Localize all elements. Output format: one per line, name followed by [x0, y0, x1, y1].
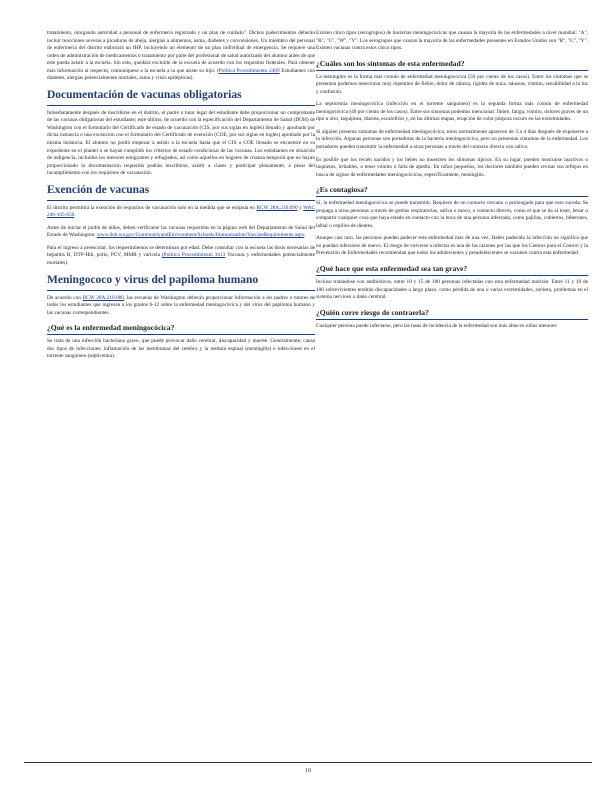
severity-paragraph: Incluso tratándose con antibióticos, entre 10 y 15 de 100 personas infectadas con esta enfermedad morirán. Entre 11 y 19 de 100 sobrevivientes tendrán discapacidades a largo plazo, como pérdida de una o varias extremidades, sordera, problemas en el sistema nervioso o daño cerebral. [316, 279, 588, 301]
wac-246-105-050-link[interactable]: WAC 246-105-050 [47, 204, 315, 219]
meningococcal-question-heading: ¿Qué es la enfermedad meningocócica? [47, 323, 315, 335]
symptoms-paragraph-2: La septicemia meningocócica (infección en el torrente sanguíneo) es la segunda forma más común de enfermedad meningocócica (40 por ciento de los casos). Entre sus síntomas podemos mencionar: fiebre, fatiga, vómito, dolores graves de un tipo u otro, taquipnea, diarrea, escalofríos y, en las últimas etapas, erupción de color púrpura oscuro en las extremidades. [316, 101, 588, 123]
rcw-28a-210-090-link[interactable]: RCW 28A.210.090 [256, 204, 298, 211]
symptoms-heading: ¿Cuáles son los síntomas de esta enfermedad? [316, 59, 588, 71]
page-number: 10 [305, 768, 311, 774]
symptoms-paragraph-1: La meningitis es la forma más común de enfermedad meningocócica (50 por ciento de los casos). Entre los síntomas que se presentan podemos mencionar muy repentino de fiebre, dolor de cabeza, rigidez de nuca, náuseas, vómito, sensibilidad a la luz y confusión. [316, 73, 588, 95]
exemption-paragraph: El distrito permitirá la exención de requisitos de vacunación solo en la medida que se estipula en RCW 28A.210.090 y WAC 246-105-050. [47, 204, 315, 219]
contagious-paragraph-1: Sí, la enfermedad meningocócica se puede transmitir. Requiere de un contacto cercano o prolongado para que esto suceda. Se propaga a otras personas a través de gotitas respiratorias, saliva o moco, o contacto directo, como el que se da al toser, besar o compartir cualquier cosa que haya estado en contacto con la boca de una persona infectada, como pajillas, cubiertos, biberones, labial o cepillos de dientes. [316, 200, 588, 229]
meningococcal-hpv-heading: Meningococo y virus del papiloma humano [47, 274, 315, 291]
policy-3413-link[interactable]: (Política Procedimiento 3413 [161, 252, 226, 259]
meningococcal-paragraph: Se trata de una infección bacteriana grave, que puede provocar daño cerebral, discapacidad y muerte. Generalmente, causa dos tipos de infecciones: inflamación de las membranas del cerebro y la médula espinal (meningitis) e infecciones en el torrente sanguíneo (septicemia). [47, 338, 315, 360]
right-column [316, 30, 588, 335]
hpv-paragraph: De acuerdo con RCW 28A.210.080, las escuelas de Washington deberán proporcionar información a los padres o tutores de todos los estudiantes que ingresan a los grados 6-12 sobre la enfermedad meningocócica y del virus del papiloma humano y las vacunas correspondientes. [47, 294, 315, 316]
contagious-heading: ¿Es contagiosa? [316, 185, 588, 197]
serogroups-paragraph: Existen cinco tipos (serogrupos) de bacterias meningocócicas que causan la mayoría de las enfermedades a nivel mundial: "A", "B", "C", "W", "Y". Los serogrupos que causan la mayoría de las enfermedades presentes en Estados Unidos son "B", "C", "Y". Existen vacunas contra estos cinco tipos. [316, 30, 588, 52]
symptoms-paragraph-4: Es posible que los recién nacidos y los bebés no muestren los síntomas típicos. En su lugar, pueden mostrarse inactivos o inquietos, irritables, o tener vómito o falta de apetito. En niños pequeños, los doctores también pueden revisar sus reflejos en busca de signos de enfermedades meningocócicas, específicamente, meningitis. [316, 156, 588, 178]
policy-2409-link[interactable]: Política Procedimiento 2409 [218, 67, 280, 74]
severity-heading: ¿Qué hace que esta enfermedad sea tan grave? [316, 264, 588, 276]
vaccine-exemption-heading: Exención de vacunas [47, 184, 315, 201]
risk-heading: ¿Quién corre riesgo de contraerla? [316, 308, 588, 320]
symptoms-paragraph-3: Si alguien presenta síntomas de enfermedad meningocócica, estos normalmente aparecen de 3 a 4 días después de exponerse a la infección. Algunas personas son portadoras de la bacteria meningocócica, pero no presentan síntomas de la enfermedad. Los portadores pueden transmitir la enfermedad a otras personas a través del contacto directo con saliva. [316, 128, 588, 151]
footer-divider [24, 762, 592, 763]
vaccine-documentation-paragraph: Inmediatamente después de inscribirse en el distrito, el padre o tutor legal del estudiante debe proporcionar un comprobante de las vacunas obligatorias del estudiante; este último, de acuerdo con la especificación del Departamento de Salud (DOH) de Washington con el formulario del Certificado de estado de vacunación (CIS, por sus siglas en inglés) llenado y aprobado por dicha instancia o una excención con el formulario del Certificado de exención (COE, por sus siglas en inglés) aprobado por la misma instancia. El alumno no podrá empezar a asistir a la escuela hasta que el CIS o COE llenado se encuentre en su expediente en el plantel o se hayan cumplido los criterios de estado condicional de las vacunas. Los estudiantes en situación de indigencia, incluidos los menores emigrantes y refugiados, así como aquellos en hogares de crianza temporal que no hayan proporcionado la documentación requerida podrán inscribirse, asistir a clases y participar plenamente, a pesar del incumplimiento con los requisitos de vacunación. [47, 109, 315, 177]
rcw-28a-210-080-link[interactable]: RCW 28A.210.080 [82, 294, 124, 301]
risk-paragraph: Cualquier persona puede infectarse, pero las tasas de incidencia de la enfermedad son más altas en niños menores [316, 322, 557, 329]
kindergarten-paragraph: Antes de iniciar el jardín de niños, deben verificarse las vacunas requeridas en la página web del Departamento de Salud del Estado de Washington: www.doh.wa.gov/CommunityandEnvironment/Schools/Immunization/VaccineRequirements.aspx. [47, 224, 315, 239]
intro-paragraph: tratamiento, otorgando autoridad a personal de enfermería registrado y un plan de cuidado". Dichos padecimientos deberán incluir reacciones severas a picaduras de abeja, alergias a alimentos, asma, diabetes y convulsiones. Un miembro del personal de enfermería del distrito elaborará un IHP, incluyendo un elemento de un plan individual de emergencia. Se requiere una orden de administración de medicamentos o tratamiento por parte del profesional de salud autorizado del alumno antes de que este pueda asistir a la escuela. Sin esto, quedará excluido de la escuela de acuerdo con los requisitos federales. Para obtener más información al respecto, comuníquese a la escuela a la que asiste su hijo. (Política Procedimiento 2409 Estudiantes con diabetes, alergias potencialmente mortales, asma y crisis epilépticas). [47, 30, 315, 82]
contagious-paragraph-2: Aunque casi raro, las personas pueden padecer esta enfermedad más de una vez. Haber padecido la infección no significa que no puedan infectarse de nuevo. El riesgo de volverse a infectar es una de las razones por las que los Centros para el Control y la Prevención de Enfermedades recomiendan que todos los adolescentes y preadolescentes se vacunen contra esta enfermedad. [316, 235, 588, 257]
preschool-paragraph: Para el ingreso a preescolar, los requerimientos se determinan por edad. Debe consultar con la escuela las dosis necesarias de hepatitis B, DTP-Hib, polio, PCV, MMR y varicela (Política Procedimiento 3413 Vacunas y enfermedades potencialmente mortales). [47, 244, 315, 267]
vaccine-documentation-heading: Documentación de vacunas obligatorias [47, 89, 315, 106]
doh-vaccine-requirements-link[interactable]: www.doh.wa.gov/CommunityandEnvironment/Schools/Immunization/VaccineRequirements.aspx [96, 232, 305, 239]
left-column [47, 30, 315, 366]
